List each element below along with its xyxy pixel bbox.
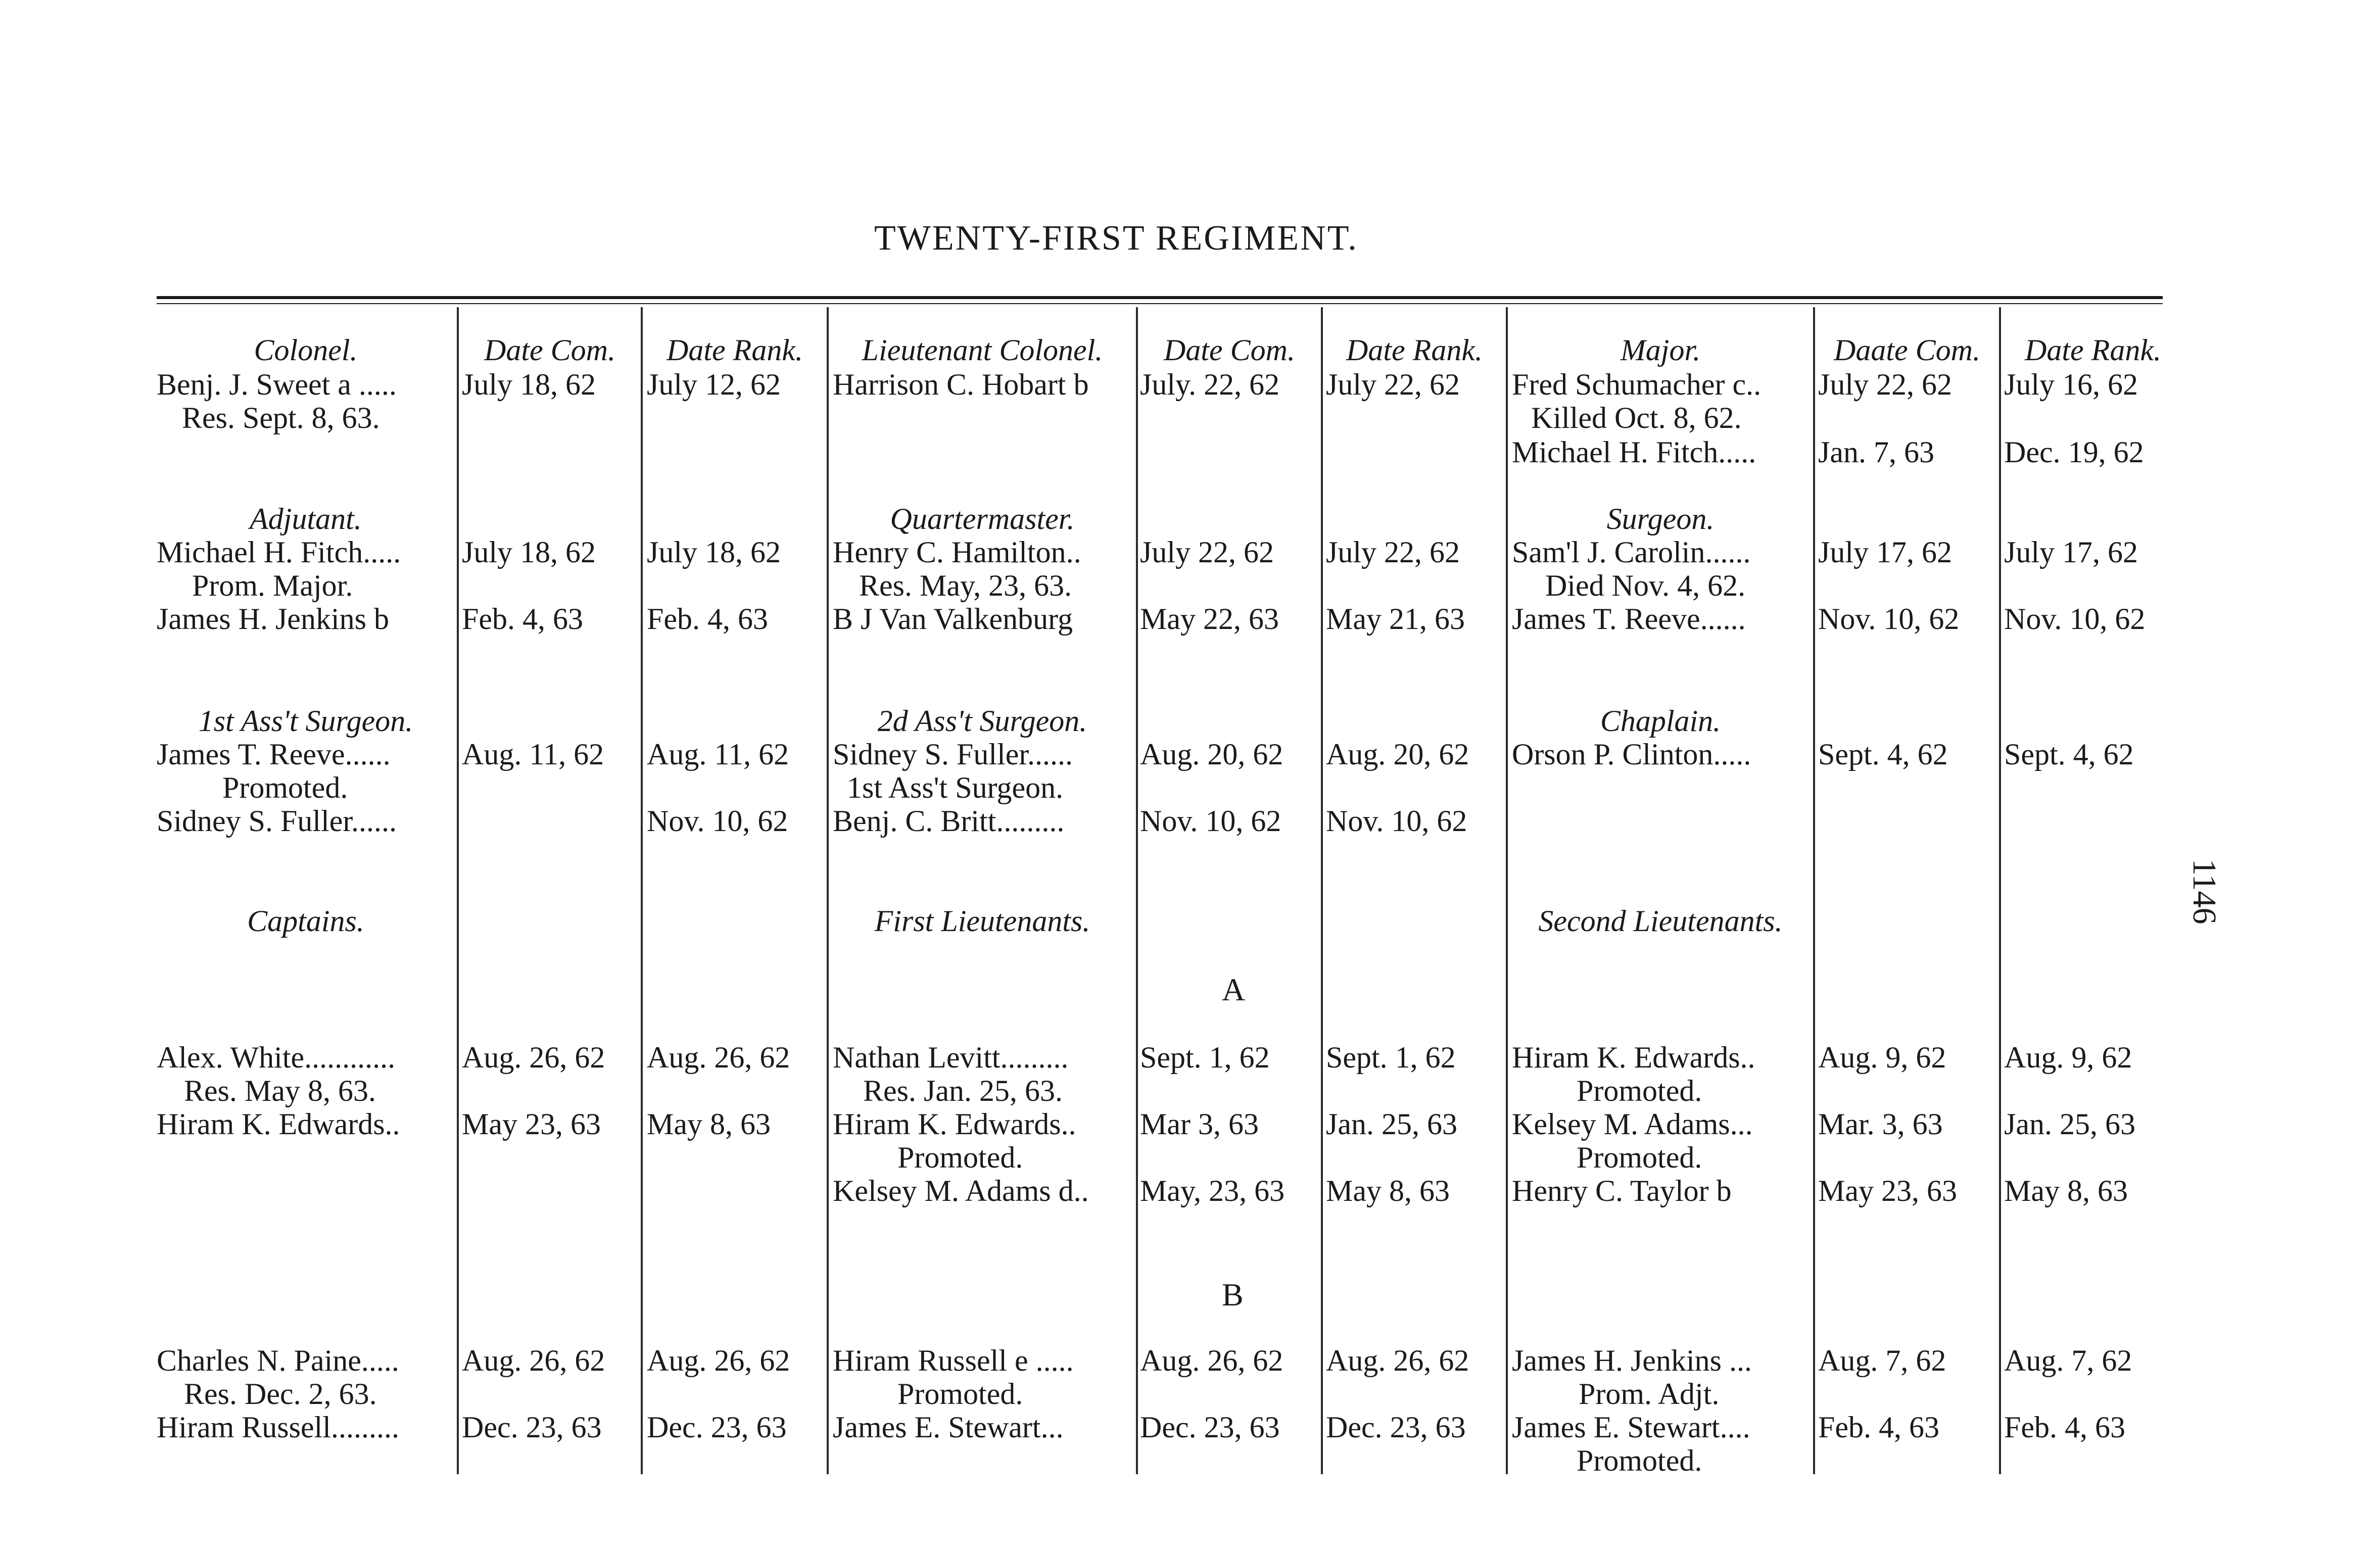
- officer-name: Hiram Russell.........: [157, 1411, 399, 1444]
- date-com: Aug. 26, 62: [462, 1344, 605, 1377]
- date-rank: Jan. 25, 63: [1326, 1107, 1457, 1141]
- column-divider: [1136, 307, 1138, 1474]
- date-rank: Feb. 4, 63: [2004, 1411, 2125, 1444]
- column-divider: [1506, 307, 1508, 1474]
- date-com: July 22, 62: [1140, 536, 1274, 569]
- officer-note: Res. Jan. 25, 63.: [863, 1074, 1063, 1107]
- date-com: Nov. 10, 62: [1818, 602, 1960, 636]
- section-heading: 1st Ass't Surgeon.: [198, 704, 413, 738]
- date-rank: Aug. 26, 62: [647, 1041, 790, 1074]
- officer-name: Fred Schumacher c..: [1512, 368, 1762, 401]
- date-com: Nov. 10, 62: [1140, 804, 1281, 838]
- officer-name: Benj. C. Britt.........: [833, 804, 1065, 838]
- column-divider: [827, 307, 829, 1474]
- officer-note: Promoted.: [1577, 1444, 1702, 1477]
- section-heading: Captains.: [247, 904, 364, 938]
- date-com: May 23, 63: [462, 1107, 601, 1141]
- date-com: Dec. 23, 63: [1140, 1411, 1280, 1444]
- header-date-rank: Date Rank.: [2025, 333, 2161, 367]
- header-colonel: Colonel.: [254, 333, 358, 367]
- date-rank: July 18, 62: [647, 536, 781, 569]
- date-com: Aug. 26, 62: [462, 1041, 605, 1074]
- officer-name: Michael H. Fitch.....: [1512, 435, 1756, 469]
- section-heading: Surgeon.: [1606, 502, 1715, 536]
- officer-note: Prom. Major.: [192, 569, 353, 602]
- section-heading: Second Lieutenants.: [1538, 904, 1783, 938]
- section-heading: Chaplain.: [1600, 704, 1721, 738]
- officer-note: Res. Sept. 8, 63.: [182, 401, 380, 434]
- officer-name: James T. Reeve......: [157, 738, 391, 771]
- date-rank: July 22, 62: [1326, 536, 1460, 569]
- date-rank: Aug. 7, 62: [2004, 1344, 2132, 1377]
- column-divider: [1321, 307, 1323, 1474]
- officer-name: James H. Jenkins b: [157, 602, 389, 636]
- date-com: May, 23, 63: [1140, 1174, 1285, 1207]
- date-com: July. 22, 62: [1140, 368, 1280, 401]
- officer-note: Promoted.: [222, 771, 348, 804]
- officer-name: Hiram K. Edwards..: [157, 1107, 400, 1141]
- officer-note: Res. Dec. 2, 63.: [184, 1377, 377, 1411]
- officer-name: Sidney S. Fuller......: [157, 804, 397, 838]
- date-com: Aug. 11, 62: [462, 738, 604, 771]
- officer-name: Alex. White............: [157, 1041, 396, 1074]
- officer-name: Hiram Russell e .....: [833, 1344, 1074, 1377]
- date-rank: Dec. 23, 63: [1326, 1411, 1466, 1444]
- officer-name: Orson P. Clinton.....: [1512, 738, 1751, 771]
- officer-note: Promoted.: [897, 1141, 1023, 1174]
- officer-name: Hiram K. Edwards..: [1512, 1041, 1755, 1074]
- date-com: Dec. 23, 63: [462, 1411, 602, 1444]
- officer-note: Died Nov. 4, 62.: [1545, 569, 1746, 602]
- officer-name: Harrison C. Hobart b: [833, 368, 1089, 401]
- officer-name: Sidney S. Fuller......: [833, 738, 1073, 771]
- date-rank: July 12, 62: [647, 368, 781, 401]
- officer-name: Benj. J. Sweet a .....: [157, 368, 397, 401]
- section-heading: Adjutant.: [250, 502, 362, 536]
- officer-name: Henry C. Hamilton..: [833, 536, 1081, 569]
- date-rank: Jan. 25, 63: [2004, 1107, 2135, 1141]
- date-rank: May 8, 63: [1326, 1174, 1450, 1207]
- page-number: 1146: [2186, 859, 2223, 925]
- date-com: July 22, 62: [1818, 368, 1953, 401]
- officer-name: James T. Reeve......: [1512, 602, 1746, 636]
- date-com: Feb. 4, 63: [462, 602, 583, 636]
- officer-note: Prom. Adjt.: [1579, 1377, 1720, 1411]
- date-rank: Dec. 19, 62: [2004, 435, 2144, 469]
- date-com: Sept. 1, 62: [1140, 1041, 1270, 1074]
- section-heading: 2d Ass't Surgeon.: [877, 704, 1087, 738]
- section-heading: Quartermaster.: [890, 502, 1075, 536]
- date-rank: Aug. 26, 62: [647, 1344, 790, 1377]
- officer-name: Sam'l J. Carolin......: [1512, 536, 1751, 569]
- date-rank: July 17, 62: [2004, 536, 2138, 569]
- date-com: July 18, 62: [462, 368, 596, 401]
- officer-name: Hiram K. Edwards..: [833, 1107, 1076, 1141]
- page-title: TWENTY-FIRST REGIMENT.: [874, 219, 1358, 258]
- header-date-com: Date Com.: [1164, 333, 1295, 367]
- header-date-rank: Date Rank.: [1346, 333, 1483, 367]
- date-rank: Aug. 11, 62: [647, 738, 789, 771]
- date-com: Aug. 9, 62: [1818, 1041, 1946, 1074]
- date-com: Mar. 3, 63: [1818, 1107, 1943, 1141]
- officer-name: Charles N. Paine.....: [157, 1344, 399, 1377]
- date-com: Jan. 7, 63: [1818, 435, 1934, 469]
- date-com: July 17, 62: [1818, 536, 1953, 569]
- officer-name: James H. Jenkins ...: [1512, 1344, 1752, 1377]
- company-letter: B: [1222, 1277, 1244, 1313]
- officer-name: Nathan Levitt.........: [833, 1041, 1069, 1074]
- column-divider: [1813, 307, 1815, 1474]
- date-com: Feb. 4, 63: [1818, 1411, 1939, 1444]
- date-rank: July 22, 62: [1326, 368, 1460, 401]
- date-rank: Nov. 10, 62: [2004, 602, 2146, 636]
- officer-note: Res. May, 23, 63.: [859, 569, 1072, 602]
- header-date-rank: Date Rank.: [667, 333, 803, 367]
- officer-name: Michael H. Fitch.....: [157, 536, 401, 569]
- column-divider: [457, 307, 459, 1474]
- header-lt-colonel: Lieutenant Colonel.: [862, 333, 1103, 367]
- date-rank: May 8, 63: [2004, 1174, 2128, 1207]
- officer-name: James E. Stewart...: [833, 1411, 1064, 1444]
- date-com: May 23, 63: [1818, 1174, 1957, 1207]
- date-rank: Sept. 4, 62: [2004, 738, 2134, 771]
- officer-note: Killed Oct. 8, 62.: [1531, 401, 1742, 434]
- date-rank: July 16, 62: [2004, 368, 2138, 401]
- officer-note: Res. May 8, 63.: [184, 1074, 376, 1107]
- date-rank: Sept. 1, 62: [1326, 1041, 1456, 1074]
- date-rank: Nov. 10, 62: [647, 804, 788, 838]
- officer-name: Kelsey M. Adams d..: [833, 1174, 1089, 1207]
- header-date-com: Daate Com.: [1834, 333, 1980, 367]
- date-rank: Aug. 9, 62: [2004, 1041, 2132, 1074]
- date-com: Mar 3, 63: [1140, 1107, 1259, 1141]
- officer-name: James E. Stewart....: [1512, 1411, 1750, 1444]
- officer-note: Promoted.: [1577, 1141, 1702, 1174]
- section-heading: First Lieutenants.: [874, 904, 1090, 938]
- date-com: Sept. 4, 62: [1818, 738, 1948, 771]
- date-rank: Aug. 20, 62: [1326, 738, 1469, 771]
- header-major: Major.: [1620, 333, 1701, 367]
- date-rank: Dec. 23, 63: [647, 1411, 787, 1444]
- top-rule-thin: [157, 303, 2163, 304]
- date-rank: Feb. 4, 63: [647, 602, 768, 636]
- date-rank: May 8, 63: [647, 1107, 771, 1141]
- date-com: Aug. 7, 62: [1818, 1344, 1946, 1377]
- date-rank: May 21, 63: [1326, 602, 1465, 636]
- officer-note: Promoted.: [1577, 1074, 1702, 1107]
- date-com: Aug. 26, 62: [1140, 1344, 1283, 1377]
- officer-name: Henry C. Taylor b: [1512, 1174, 1732, 1207]
- date-com: July 18, 62: [462, 536, 596, 569]
- column-divider: [641, 307, 643, 1474]
- date-com: May 22, 63: [1140, 602, 1279, 636]
- officer-note: Promoted.: [897, 1377, 1023, 1411]
- date-com: Aug. 20, 62: [1140, 738, 1283, 771]
- officer-name: B J Van Valkenburg: [833, 602, 1073, 636]
- top-rule-thick: [157, 296, 2163, 299]
- column-divider: [1999, 307, 2001, 1474]
- officer-note: 1st Ass't Surgeon.: [847, 771, 1064, 804]
- header-date-com: Date Com.: [484, 333, 615, 367]
- company-letter: A: [1222, 972, 1246, 1007]
- date-rank: Aug. 26, 62: [1326, 1344, 1469, 1377]
- date-rank: Nov. 10, 62: [1326, 804, 1467, 838]
- officer-name: Kelsey M. Adams...: [1512, 1107, 1753, 1141]
